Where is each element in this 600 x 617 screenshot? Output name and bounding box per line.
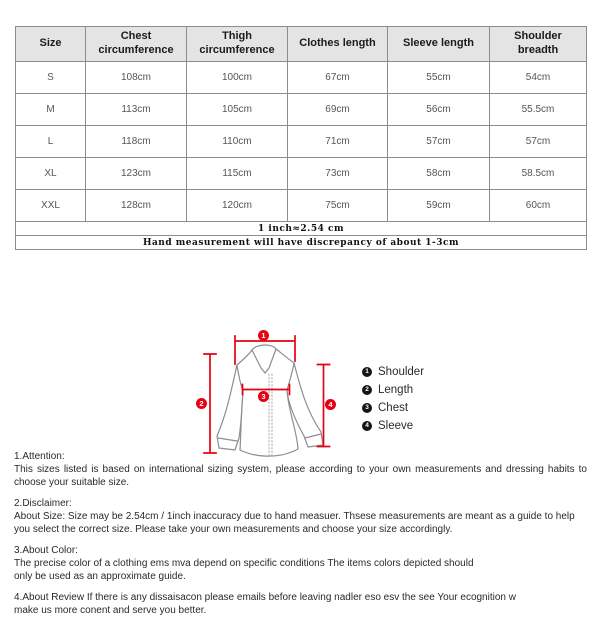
cell-thigh: 105cm xyxy=(187,94,288,126)
diagram-legend xyxy=(362,363,424,435)
cell-shoulder-breadth: 54cm xyxy=(490,62,587,94)
cell-size: M xyxy=(16,94,86,126)
cell-chest: 128cm xyxy=(86,190,187,222)
header-sleeve-length: Sleeve length xyxy=(388,27,490,62)
legend-number-icon: 2 xyxy=(362,385,372,395)
legend-item-length xyxy=(362,381,424,399)
header-clothes-length: Clothes length xyxy=(288,27,388,62)
cell-shoulder-breadth: 55.5cm xyxy=(490,94,587,126)
legend-number-icon: 4 xyxy=(362,421,372,431)
marker-shoulder: 1 xyxy=(258,330,269,341)
cell-sleeve-length: 59cm xyxy=(388,190,490,222)
table-row-xxl xyxy=(16,190,587,222)
cell-shoulder-breadth: 57cm xyxy=(490,126,587,158)
unit-note: 1 inch≈2.54 cm xyxy=(16,222,587,236)
size-chart-table xyxy=(15,26,587,250)
table-row-s xyxy=(16,62,587,94)
cell-sleeve-length: 58cm xyxy=(388,158,490,190)
marker-chest: 3 xyxy=(258,391,269,402)
cell-shoulder-breadth: 60cm xyxy=(490,190,587,222)
section-attention-body: This sizes listed is based on international sizing system, please according to your own measurements and dressing habits to choose your suitable size. xyxy=(14,464,587,488)
legend-number-icon: 3 xyxy=(362,403,372,413)
cell-clothes-length: 69cm xyxy=(288,94,388,126)
header-chest-circumference: Chest circumference xyxy=(86,27,187,62)
table-row-m xyxy=(16,94,587,126)
cell-thigh: 115cm xyxy=(187,158,288,190)
section-disclaimer-heading: 2.Disclaimer: xyxy=(14,498,72,509)
shirt-measurement-diagram xyxy=(190,328,350,460)
cell-sleeve-length: 55cm xyxy=(388,62,490,94)
header-size: Size xyxy=(16,27,86,62)
cell-shoulder-breadth: 58.5cm xyxy=(490,158,587,190)
cell-clothes-length: 75cm xyxy=(288,190,388,222)
table-header-row xyxy=(16,27,587,62)
section-attention-heading: 1.Attention: xyxy=(14,451,65,462)
section-color-heading: 3.About Color: xyxy=(14,545,78,556)
marker-sleeve: 4 xyxy=(325,399,336,410)
header-shoulder-breadth: Shoulder breadth xyxy=(490,27,587,62)
section-review-body: 4.About Review If there is any dissaisacon please emails before leaving nadler eso esv the see Your ecognition w make us more conent and serve you better. xyxy=(14,592,516,616)
notes-block xyxy=(14,450,587,617)
cell-thigh: 120cm xyxy=(187,190,288,222)
cell-chest: 113cm xyxy=(86,94,187,126)
cell-clothes-length: 67cm xyxy=(288,62,388,94)
table-row-l xyxy=(16,126,587,158)
cell-clothes-length: 71cm xyxy=(288,126,388,158)
cell-chest: 108cm xyxy=(86,62,187,94)
cell-size: XL xyxy=(16,158,86,190)
cell-chest: 123cm xyxy=(86,158,187,190)
header-thigh-circumference: Thigh circumference xyxy=(187,27,288,62)
section-disclaimer-body: About Size: Size may be 2.54cm / 1inch inaccuracy due to hand measuer. Thsese measurements are meant as a guide to help you select the correct size. Please take your own measurements and choose your size accordingly. xyxy=(14,511,575,535)
cell-size: XXL xyxy=(16,190,86,222)
cell-clothes-length: 73cm xyxy=(288,158,388,190)
legend-label: Length xyxy=(378,384,414,396)
table-row-xl xyxy=(16,158,587,190)
legend-item-sleeve xyxy=(362,417,424,435)
cell-thigh: 100cm xyxy=(187,62,288,94)
measure-note: Hand measurement will have discrepancy of about 1-3cm xyxy=(16,236,587,250)
cell-chest: 118cm xyxy=(86,126,187,158)
legend-label: Shoulder xyxy=(378,366,425,378)
shirt-outline xyxy=(217,345,323,456)
legend-label: Chest xyxy=(378,402,409,414)
legend-item-chest xyxy=(362,399,424,417)
cell-thigh: 110cm xyxy=(187,126,288,158)
cell-sleeve-length: 57cm xyxy=(388,126,490,158)
table-measure-note-row xyxy=(16,236,587,250)
cell-size: L xyxy=(16,126,86,158)
legend-label: Sleeve xyxy=(378,420,414,432)
cell-sleeve-length: 56cm xyxy=(388,94,490,126)
marker-length: 2 xyxy=(196,398,207,409)
legend-item-shoulder xyxy=(362,363,424,381)
cell-size: S xyxy=(16,62,86,94)
table-unit-note-row xyxy=(16,222,587,236)
section-color-body: The precise color of a clothing ems mva depend on specific conditions The items colors depicted should only be used as an approximate guide. xyxy=(14,558,474,582)
legend-number-icon: 1 xyxy=(362,367,372,377)
